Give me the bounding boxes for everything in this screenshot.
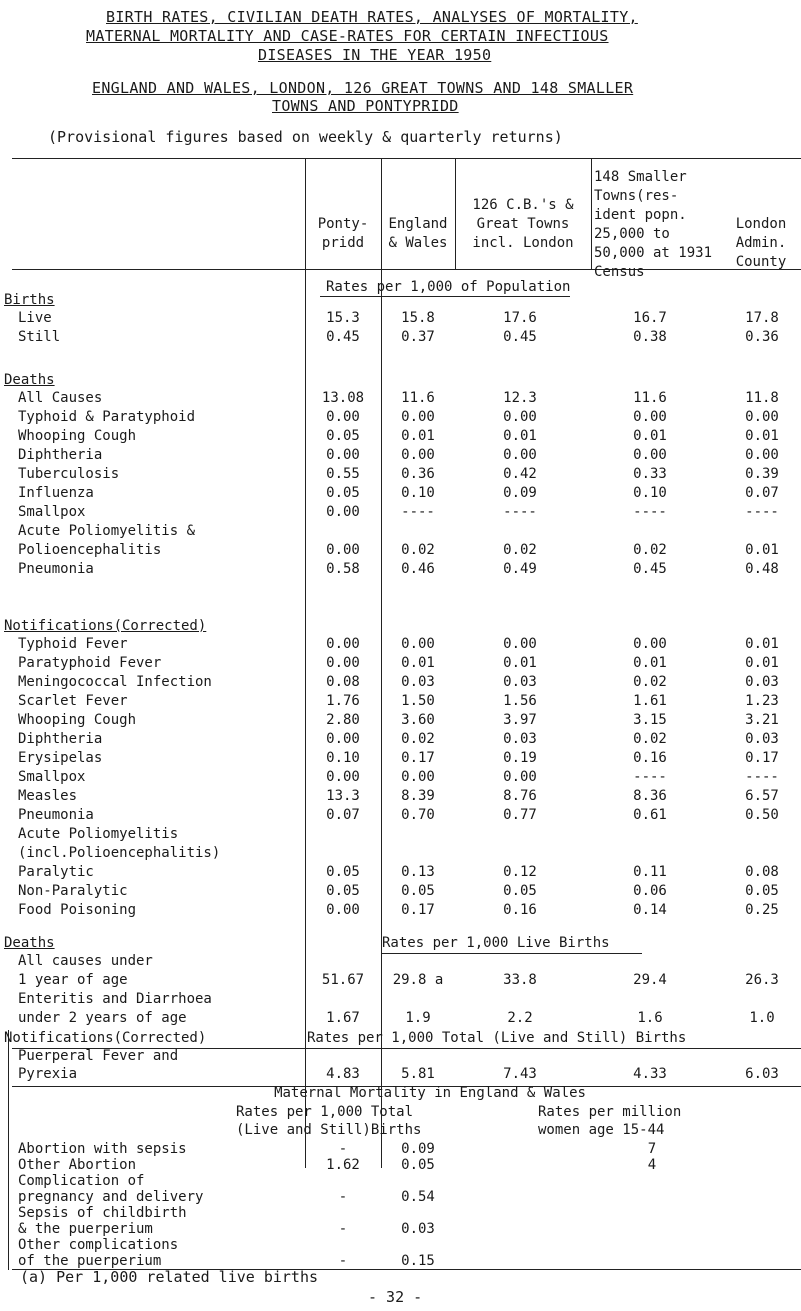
maternal-row-label: of the puerperium [18,1253,162,1269]
table-top-rule [12,158,801,159]
table-cell: 0.05 [326,428,360,444]
table-cell: 51.67 [321,972,365,988]
table-cell: 16.7 [633,310,667,326]
table-cell: 0.01 [745,542,779,558]
table-cell: 0.03 [401,674,435,690]
table-cell: 0.16 [633,750,667,766]
table-cell: 0.06 [633,883,667,899]
table-cell: 1.56 [503,693,537,709]
table-cell: 3.97 [503,712,537,728]
maternal-row-label: Abortion with sepsis [18,1141,187,1157]
row-label: Diphtheria [18,731,103,747]
maternal-heading: Maternal Mortality in England & Wales [274,1085,586,1101]
table-cell: 0.05 [326,883,360,899]
table-cell: 0.36 [745,329,779,345]
table-cell: 0.49 [503,561,537,577]
table-cell: 17.6 [503,310,537,326]
table-cell: 0.00 [745,409,779,425]
table-cell: 6.03 [745,1066,779,1082]
row-label: Acute Poliomyelitis [18,826,179,842]
table-cell: 0.42 [503,466,537,482]
col-header-smaller-towns: 148 Smaller Towns(res- ident popn. 25,000 to 50,000 at 1931 Census [594,169,713,280]
table-cell: 0.17 [401,902,435,918]
maternal-row-label: Complication of [18,1173,145,1189]
table-cell: 0.00 [503,409,537,425]
table-cell: 0.01 [401,428,435,444]
table-cell: 0.03 [745,731,779,747]
table-cell: ---- [633,504,667,520]
table-cell: 1.50 [401,693,435,709]
table-cell: 0.00 [503,636,537,652]
table-cell: 0.12 [503,864,537,880]
table-cell: 0.03 [503,731,537,747]
row-label: Measles [18,788,78,804]
table-cell: 0.01 [401,655,435,671]
table-cell: 1.6 [637,1010,663,1026]
maternal-cell: 0.03 [401,1221,435,1237]
table-cell: 26.3 [745,972,779,988]
table-cell: 0.61 [633,807,667,823]
table-cell: 0.14 [633,902,667,918]
table-cell: 0.09 [503,485,537,501]
col-header-england-wales: England & Wales [388,216,448,251]
row-label: Pneumonia [18,807,94,823]
table-cell: 0.02 [503,542,537,558]
table-cell: 0.00 [745,447,779,463]
col-divider-3 [455,158,456,270]
table-cell: 5.81 [401,1066,435,1082]
table-cell: 0.38 [633,329,667,345]
table-cell: 0.01 [503,655,537,671]
table-cell: 0.10 [633,485,667,501]
maternal-row-label: Sepsis of childbirth [18,1205,187,1221]
row-label: Influenza [18,485,94,501]
table-cell: 0.00 [633,636,667,652]
puerperal-rate-header: Rates per 1,000 Total (Live and Still) Births [307,1030,687,1046]
table-cell: 13.3 [326,788,360,804]
table-cell: 0.70 [401,807,435,823]
table-cell: 0.45 [503,329,537,345]
table-cell: 0.00 [401,769,435,785]
table-cell: 0.10 [401,485,435,501]
table-cell: 3.60 [401,712,435,728]
notifications-heading: Notifications(Corrected) [4,618,207,634]
maternal-cell: - [338,1141,348,1157]
table-cell: 0.00 [401,409,435,425]
table-cell: 0.00 [326,731,360,747]
title-line-2: MATERNAL MORTALITY AND CASE-RATES FOR CERTAIN INFECTIOUS [86,27,609,45]
table-cell: 2.2 [507,1010,533,1026]
table-cell: 8.36 [633,788,667,804]
maternal-col2-header-a: Rates per million [538,1104,682,1120]
col-header-london: London Admin. County [735,216,787,270]
table-cell: 0.19 [503,750,537,766]
table-cell: 0.00 [326,504,360,520]
table-cell: 0.00 [633,447,667,463]
table-cell: 0.05 [745,883,779,899]
table-cell: 0.00 [503,447,537,463]
row-label: Whooping Cough [18,712,137,728]
row-label: Smallpox [18,504,86,520]
table-cell: 0.11 [633,864,667,880]
table-cell: 0.00 [326,655,360,671]
table-cell: ---- [745,769,779,785]
row-label: Polioencephalitis [18,542,162,558]
table-cell: 0.07 [745,485,779,501]
table-cell: 8.76 [503,788,537,804]
table-cell: 0.50 [745,807,779,823]
table-cell: 0.58 [326,561,360,577]
table-cell: 0.08 [326,674,360,690]
table-cell: 6.57 [745,788,779,804]
table-cell: 0.39 [745,466,779,482]
maternal-cell: - [338,1253,348,1269]
maternal-row-label: & the puerperium [18,1221,153,1237]
table-cell: 0.05 [326,864,360,880]
table-cell: 0.36 [401,466,435,482]
maternal-cell: 0.09 [401,1141,435,1157]
col-header-great-towns: 126 C.B.'s & Great Towns incl. London [472,197,574,251]
row-label: Pneumonia [18,561,94,577]
table-cell: 15.8 [401,310,435,326]
table-cell: 1.9 [405,1010,431,1026]
infant-deaths-heading: Deaths [4,935,55,951]
table-cell: 0.37 [401,329,435,345]
row-label: Smallpox [18,769,86,785]
row-label: All Causes [18,390,103,406]
table-cell: 1.0 [749,1010,775,1026]
maternal-row-label: Other complications [18,1237,179,1253]
table-cell: ---- [633,769,667,785]
table-cell: 0.01 [745,655,779,671]
row-label: 1 year of age [18,972,128,988]
table-cell: 0.48 [745,561,779,577]
table-cell: 1.23 [745,693,779,709]
row-label: Non-Paralytic [18,883,128,899]
row-label: Enteritis and Diarrhoea [18,991,212,1007]
table-cell: 13.08 [321,390,365,406]
row-label: Scarlet Fever [18,693,128,709]
table-cell: 0.10 [326,750,360,766]
table-cell: 0.17 [745,750,779,766]
table-cell: 0.45 [633,561,667,577]
maternal-col1-header-a: Rates per 1,000 Total [236,1104,414,1120]
table-cell: 4.83 [326,1066,360,1082]
row-label: Whooping Cough [18,428,137,444]
row-label: Typhoid & Paratyphoid [18,409,196,425]
table-cell: 8.39 [401,788,435,804]
row-label: Paralytic [18,864,94,880]
row-label: Food Poisoning [18,902,137,918]
maternal-row-label: pregnancy and delivery [18,1189,204,1205]
row-label: Tuberculosis [18,466,120,482]
table-cell: 0.01 [633,655,667,671]
table-cell: 0.00 [326,902,360,918]
table-cell: 0.02 [401,731,435,747]
table-cell: 4.33 [633,1066,667,1082]
maternal-cell: 4 [647,1157,657,1173]
page-number: - 32 - [368,1288,423,1306]
maternal-cell: 0.15 [401,1253,435,1269]
row-label: Acute Poliomyelitis & [18,523,196,539]
table-cell: 0.02 [633,731,667,747]
maternal-col1-header-b: (Live and Still)Births [236,1122,422,1138]
table-cell: ---- [401,504,435,520]
row-label: Typhoid Fever [18,636,128,652]
table-cell: 0.00 [326,636,360,652]
maternal-row-label: Other Abortion [18,1157,137,1173]
table-cell: 0.02 [633,674,667,690]
maternal-col2-header-b: women age 15-44 [538,1122,665,1138]
table-cell: 0.03 [745,674,779,690]
table-cell: 29.8 a [392,972,444,988]
col-header-pontypridd: Ponty- pridd [317,216,369,251]
table-cell: 7.43 [503,1066,537,1082]
row-label: Erysipelas [18,750,103,766]
row-label: All causes under [18,953,153,969]
table-cell: 0.55 [326,466,360,482]
maternal-cell: - [338,1189,348,1205]
table-cell: 0.02 [401,542,435,558]
infant-rate-rule [382,953,642,954]
table-cell: 33.8 [503,972,537,988]
maternal-left-border [8,1030,9,1270]
table-cell: 0.05 [326,485,360,501]
table-cell: 3.15 [633,712,667,728]
table-cell: 0.00 [326,447,360,463]
table-cell: 0.02 [633,542,667,558]
subtitle: (Provisional figures based on weekly & quarterly returns) [48,128,563,146]
title-line-4: ENGLAND AND WALES, LONDON, 126 GREAT TOWNS AND 148 SMALLER [92,79,634,97]
table-cell: 0.25 [745,902,779,918]
table-cell: 0.01 [503,428,537,444]
table-cell: 0.00 [503,769,537,785]
table-cell: 0.33 [633,466,667,482]
infant-deaths-rate-header: Rates per 1,000 Live Births [382,935,610,951]
row-label: Puerperal Fever and [18,1048,179,1064]
table-cell: 0.01 [745,428,779,444]
table-cell: 17.8 [745,310,779,326]
row-label: under 2 years of age [18,1010,187,1026]
title-line-3: DISEASES IN THE YEAR 1950 [258,46,492,64]
table-cell: 0.01 [745,636,779,652]
row-label: Diphtheria [18,447,103,463]
table-cell: 11.6 [633,390,667,406]
section-header-rule [320,296,570,297]
table-cell: 1.76 [326,693,360,709]
row-label: Live [18,310,52,326]
table-cell: 29.4 [633,972,667,988]
table-cell: 1.67 [326,1010,360,1026]
maternal-cell: - [338,1221,348,1237]
table-cell: 0.17 [401,750,435,766]
footnote: (a) Per 1,000 related live births [20,1268,319,1286]
table-cell: 3.21 [745,712,779,728]
table-cell: 15.3 [326,310,360,326]
maternal-cell: 0.54 [401,1189,435,1205]
table-cell: 0.16 [503,902,537,918]
title-line-5: TOWNS AND PONTYPRIDD [272,97,459,115]
table-cell: 0.13 [401,864,435,880]
table-cell: 0.00 [326,542,360,558]
row-label: Pyrexia [18,1066,78,1082]
table-cell: 0.05 [503,883,537,899]
table-cell: 0.00 [633,409,667,425]
title-line-1: BIRTH RATES, CIVILIAN DEATH RATES, ANALYSES OF MORTALITY, [106,8,638,26]
section-header-rates: Rates per 1,000 of Population [326,279,571,295]
table-cell: 12.3 [503,390,537,406]
table-cell: 0.77 [503,807,537,823]
table-cell: 1.61 [633,693,667,709]
row-label: Meningococcal Infection [18,674,212,690]
table-cell: 0.00 [401,636,435,652]
table-cell: 0.07 [326,807,360,823]
table-cell: 2.80 [326,712,360,728]
table-cell: 0.03 [503,674,537,690]
table-cell: 0.45 [326,329,360,345]
table-cell: ---- [503,504,537,520]
births-heading: Births [4,292,55,308]
table-cell: 0.00 [401,447,435,463]
row-label: Still [18,329,61,345]
table-cell: 0.00 [326,409,360,425]
table-cell: 0.08 [745,864,779,880]
col-divider-4 [591,158,592,270]
maternal-cell: 1.62 [326,1157,360,1173]
deaths-heading: Deaths [4,372,55,388]
puerperal-heading: Notifications(Corrected) [4,1030,207,1046]
row-label: Paratyphoid Fever [18,655,162,671]
maternal-cell: 7 [647,1141,657,1157]
table-cell: 0.01 [633,428,667,444]
maternal-cell: 0.05 [401,1157,435,1173]
table-cell: 0.00 [326,769,360,785]
table-cell: ---- [745,504,779,520]
table-cell: 11.6 [401,390,435,406]
table-cell: 0.05 [401,883,435,899]
row-label: (incl.Polioencephalitis) [18,845,221,861]
table-cell: 0.46 [401,561,435,577]
table-cell: 11.8 [745,390,779,406]
